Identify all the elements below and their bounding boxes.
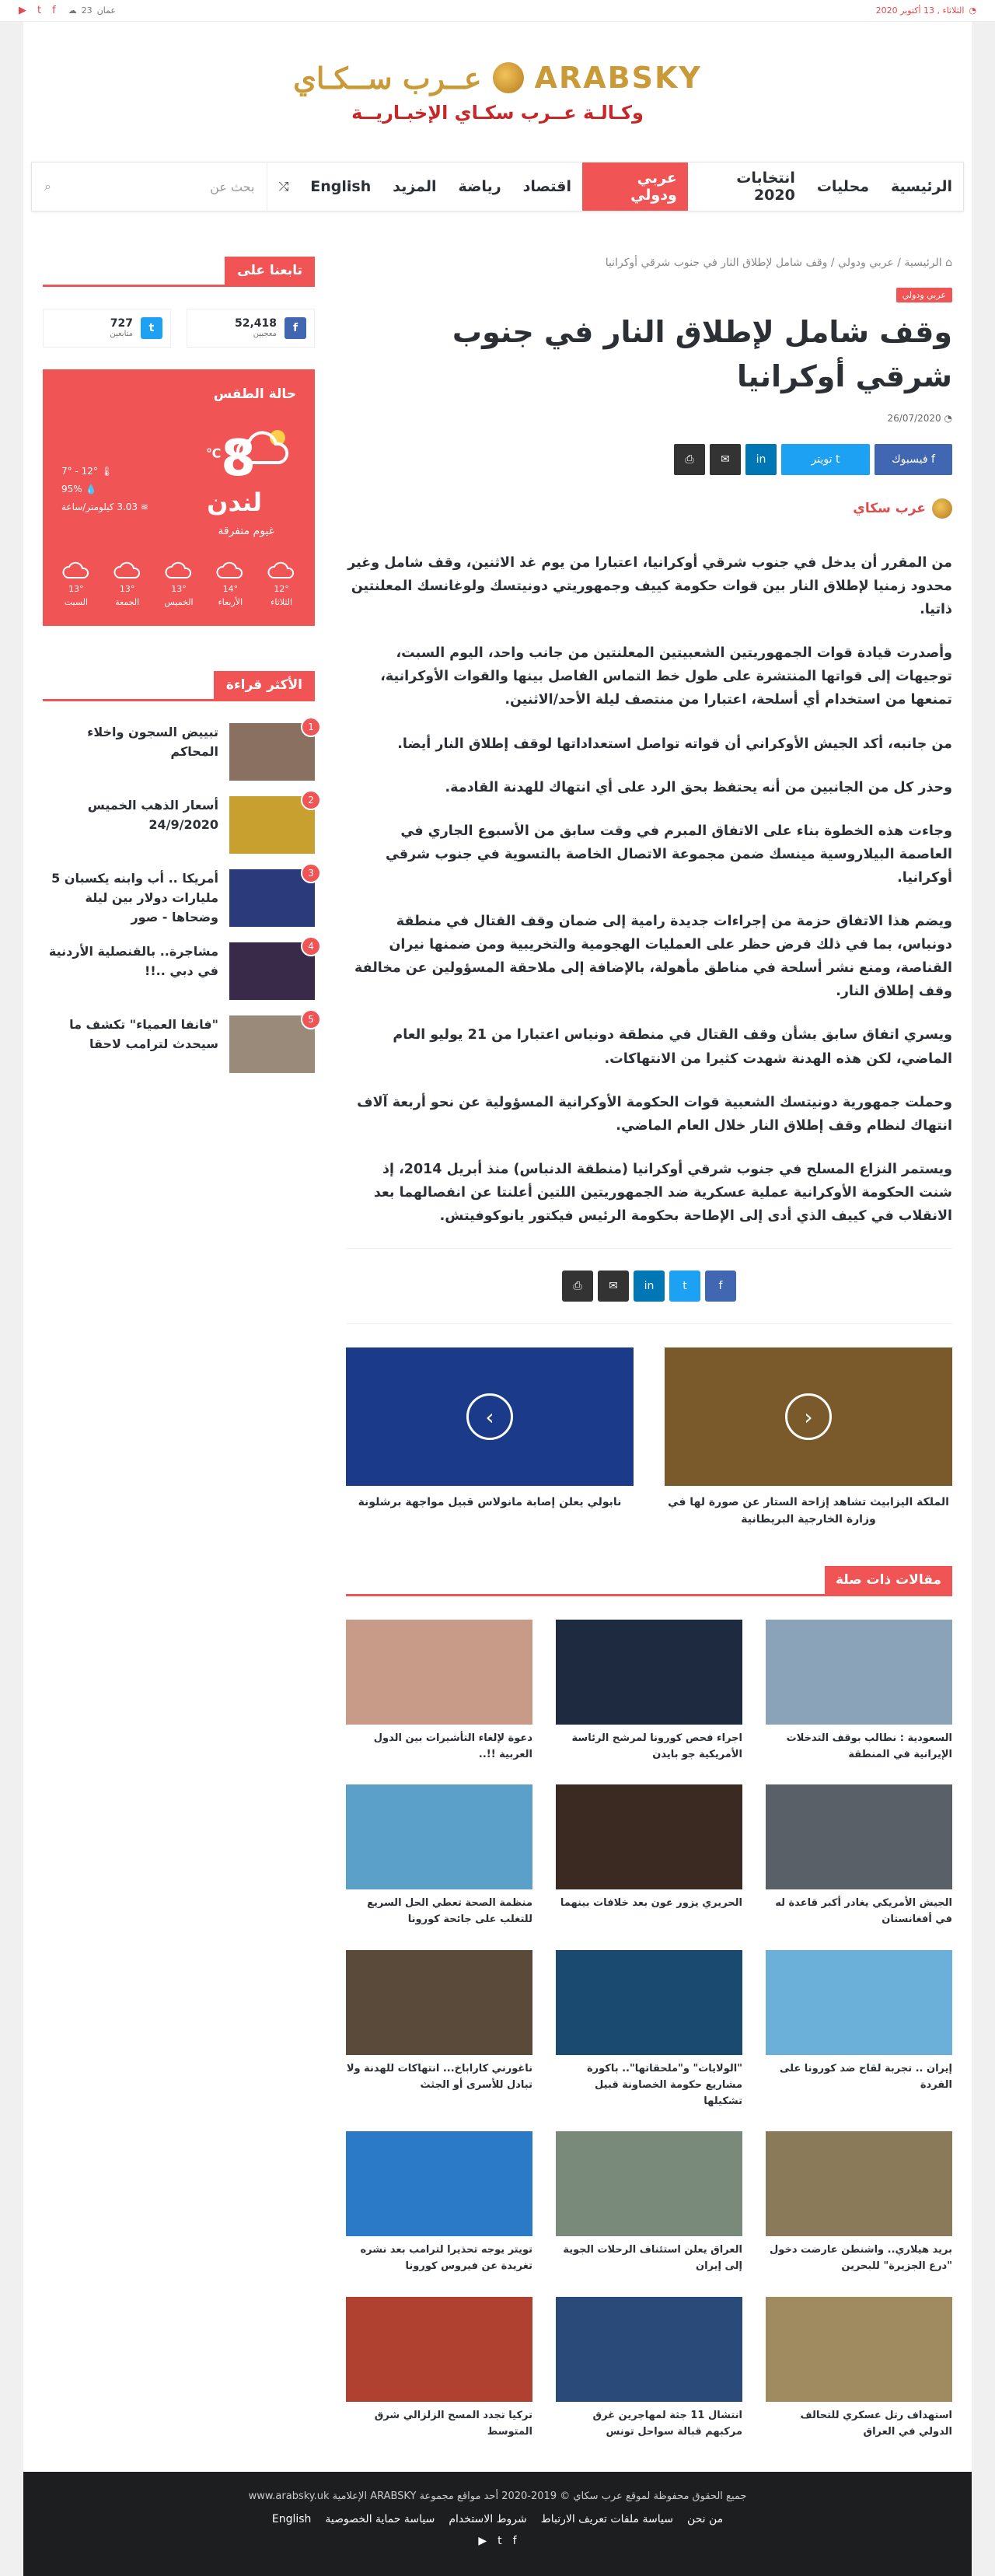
header-weather — [68, 5, 116, 16]
popular-thumbnail — [229, 1015, 315, 1073]
share-facebook-button[interactable]: f فيسبوك — [875, 444, 952, 475]
nav-item[interactable]: عربي ودولي — [582, 163, 688, 211]
share-facebook-button[interactable]: f — [705, 1271, 736, 1302]
popular-item[interactable] — [43, 942, 315, 1000]
article-paragraph: من جانبه، أكد الجيش الأوكراني أن قواته تواصل استعداداتها لوقف إطلاق النار أيضا. — [397, 736, 952, 752]
related-title: اجراء فحص كورونا لمرشح الرئاسة الأمريكية جو بايدن — [571, 1732, 742, 1760]
search-input[interactable] — [32, 163, 267, 211]
related-card[interactable] — [556, 1784, 742, 1928]
footer-links — [23, 2513, 972, 2525]
rank-badge: 4 — [301, 936, 321, 956]
date-display — [876, 5, 976, 16]
related-card[interactable] — [766, 1950, 952, 2109]
forecast-day — [216, 561, 244, 610]
main-nav — [31, 162, 964, 211]
article-paragraph: من المقرر أن يدخل في جنوب شرقي أوكرانيا، اعتبارا من يوم غد الاثنين، وقف شامل وغير محدود زمنيا لإطلاق النار بين قوات حكومة كييف وجمهوريتي دونيتسك ولوغانسك المعلنتين ذاتيا. — [347, 555, 952, 618]
twitter-icon: t — [141, 317, 162, 339]
related-thumbnail — [556, 1950, 742, 2055]
nav-item-more[interactable]: المزيد — [393, 178, 437, 195]
post-thumbnail — [665, 1347, 952, 1486]
related-title: ناغورني كاراباخ... انتهاكات للهدنة ولا تبادل للأسرى أو الجثث — [346, 2063, 532, 2091]
related-title: السعودية : نطالب بوقف التدخلات الإيرانية في المنطقة — [786, 1732, 952, 1760]
nav-item[interactable]: English — [310, 178, 372, 195]
adjacent-post[interactable] — [665, 1347, 952, 1529]
footer-link[interactable]: سياسة ملفات تعريف الارتباط — [540, 2512, 673, 2525]
related-thumbnail — [556, 1784, 742, 1889]
popular-heading: الأكثر قراءة — [43, 671, 315, 701]
weather-city: عمان — [96, 5, 117, 16]
related-thumbnail — [346, 1784, 532, 1889]
related-title: تويتر يوجه تحذيرا لترامب بعد نشره تغريدة عن فيروس كورونا — [360, 2244, 532, 2273]
related-title: بريد هيلاري.. واشنطن عارضت دخول "درع الجزيرة" للبحرين — [770, 2244, 952, 2273]
facebook-icon: f — [285, 317, 306, 339]
article-column — [346, 257, 952, 2441]
nav-item[interactable]: اقتصاد — [522, 178, 571, 195]
related-title: الجيش الأمريكي يغادر أكبر قاعدة له في أفغانستان — [775, 1897, 952, 1926]
top-social-links — [19, 5, 56, 16]
related-card[interactable] — [346, 1784, 532, 1928]
nav-item[interactable]: رياضة — [458, 178, 501, 195]
forecast-temp: 13° — [171, 584, 187, 594]
top-bar — [0, 0, 995, 22]
share-linkedin-button[interactable]: in — [745, 444, 777, 475]
chevron-left-icon[interactable]: ‹ — [785, 1393, 832, 1440]
rank-badge: 5 — [301, 1009, 321, 1029]
rank-badge: 1 — [301, 717, 321, 737]
related-thumbnail — [346, 1620, 532, 1725]
footer-link[interactable]: سياسة حماية الخصوصية — [325, 2512, 435, 2525]
page-container — [23, 22, 972, 2576]
search-icon[interactable]: ⌕ — [44, 179, 51, 194]
facebook-icon[interactable]: f — [52, 5, 56, 16]
category-badge[interactable]: عربي ودولي — [896, 288, 952, 302]
popular-thumbnail — [229, 796, 315, 854]
share-buttons-top — [346, 444, 952, 475]
cloud-icon — [216, 561, 244, 579]
related-title: استهداف رتل عسكري للتحالف الدولي في العراق — [800, 2410, 952, 2438]
related-card[interactable] — [346, 1620, 532, 1763]
facebook-icon[interactable]: f — [512, 2534, 517, 2547]
related-card[interactable] — [766, 1620, 952, 1763]
related-title: إيران .. تجربة لقاح ضد كورونا على القردة — [779, 2063, 952, 2091]
related-card[interactable] — [766, 2297, 952, 2441]
related-title: "الولايات" و"ملحقاتها".. باكورة مشاريع حكومة الخصاونة قبيل تشكيلها — [586, 2063, 742, 2107]
related-card[interactable] — [556, 2131, 742, 2275]
article-body — [346, 551, 952, 1228]
popular-item[interactable] — [43, 723, 315, 781]
clock-icon: ◔ — [941, 413, 952, 424]
post-thumbnail — [346, 1347, 634, 1486]
popular-title: أسعار الذهب الخميس 24/9/2020 — [87, 798, 218, 832]
related-card[interactable] — [556, 1620, 742, 1763]
related-title: انتشال 11 جثة لمهاجرين غرق مركبهم قبالة سواحل تونس — [592, 2410, 742, 2438]
related-title: تركيا تجدد المسح الزلزالي شرق المتوسط — [374, 2410, 532, 2438]
weather-forecast — [43, 561, 315, 610]
author[interactable]: عرب سكاي — [346, 498, 952, 519]
home-icon: ⌂ — [941, 257, 952, 269]
popular-thumbnail — [229, 942, 315, 1000]
forecast-temp: 14° — [222, 584, 239, 594]
logo-arabic: عــرب ســكـاي — [293, 60, 482, 96]
article-paragraph: وحملت جمهورية دونيتسك الشعبية قوات الحكومة الأوكرانية المسؤولية عن نحو أربعة آلاف انتهاك لنظام وقف إطلاق النار خلال العام الماضي. — [357, 1094, 952, 1134]
forecast-day-name: الثلاثاء — [271, 596, 293, 607]
forecast-temp: 13° — [68, 584, 84, 594]
related-thumbnail — [556, 1620, 742, 1725]
footer-link[interactable]: من نحن — [686, 2512, 724, 2525]
twitter-follow[interactable]: t 727 متابعين — [43, 309, 171, 348]
related-grid — [346, 1620, 952, 2441]
forecast-temp: 12° — [274, 584, 289, 594]
next-prev-posts — [346, 1347, 952, 1529]
article-paragraph: ويضم هذا الاتفاق حزمة من إجراءات جديدة رامية إلى ضمان وقف القتال في منطقة دونباس، بما في ذلك فرض حظر على العمليات الهجومية والتخريبية ومن ضمنها نيران القناصة، ومنع نشر أسلحة في مناطق مأهولة، بالإضافة إلى ملاحقة المسؤولين عن مخالفة وقف إطلاق النار. — [354, 914, 952, 1000]
popular-item[interactable] — [43, 1015, 315, 1073]
cloud-icon — [267, 561, 295, 579]
print-button[interactable]: ⎙ — [674, 444, 705, 475]
article-title: وقف شامل لإطلاق النار في جنوب شرقي أوكرانيا — [452, 315, 952, 393]
popular-title: أمريكا .. أب وابنه يكسبان 5 مليارات دولار بين ليلة وضحاها - صور — [51, 871, 218, 924]
post-date: ◔ 26/07/2020 — [887, 413, 952, 424]
forecast-temp: 13° — [119, 584, 135, 594]
cloud-icon — [62, 561, 90, 579]
post-title: نابولي يعلن إصابة مانولاس قبيل مواجهة برشلونة — [358, 1496, 622, 1509]
related-card[interactable] — [556, 2297, 742, 2441]
print-button[interactable]: ⎙ — [562, 1271, 593, 1302]
copyright: جميع الحقوق محفوظة لموقع عرب سكاي © 2019-2020 أحد مواقع مجموعة ARABSKY الإعلامية www.arabsky.uk — [248, 2490, 747, 2502]
forecast-day-name: الجمعة — [115, 596, 140, 607]
footer-link[interactable]: شروط الاستخدام — [449, 2512, 527, 2525]
popular-thumbnail — [229, 723, 315, 781]
rank-badge: 2 — [301, 790, 321, 810]
share-twitter-button[interactable]: t تويتر — [781, 444, 870, 475]
nav-item[interactable]: انتخابات 2020 — [736, 170, 795, 204]
related-title: منظمة الصحة تعطي الحل السريع للتغلب على جائحة كورونا — [367, 1897, 532, 1926]
related-card[interactable] — [556, 1950, 742, 2109]
related-thumbnail — [556, 2131, 742, 2236]
logo-english: ARABSKY — [534, 61, 702, 95]
related-card[interactable] — [766, 1784, 952, 1928]
cloud-icon — [165, 561, 193, 579]
wind-icon: ≋ — [140, 501, 148, 512]
forecast-day — [113, 561, 141, 610]
related-thumbnail — [766, 2131, 952, 2236]
related-thumbnail — [766, 1784, 952, 1889]
nav-item[interactable]: الرئيسية — [891, 178, 952, 195]
article-paragraph: ويسري اتفاق سابق بشأن وقف القتال في منطقة دونباس اعتبارا من 21 يوليو العام الماضي، لكن هذه الهدنة شهدت كثيرا من الانتهاكات. — [393, 1027, 952, 1067]
date-text: الثلاثاء , 13 أكتوبر 2020 — [875, 5, 965, 16]
logo-tagline: وكـالـة عــرب سكـاي الإخبـاريــة — [351, 101, 644, 124]
related-thumbnail — [766, 1620, 952, 1725]
related-card[interactable] — [346, 1950, 532, 2109]
weather-city: لندن — [207, 488, 262, 517]
article-paragraph: وحذر كل من الجانبين من أنه يحتفظ بحق الرد على أي انتهاك للهدنة القادمة. — [445, 779, 952, 795]
nav-item[interactable]: محليات — [816, 178, 870, 195]
logo-emblem-icon — [493, 62, 524, 93]
cloud-icon — [113, 561, 141, 579]
weather-widget — [43, 369, 315, 626]
weather-temp: 23 — [81, 5, 93, 16]
author-avatar — [932, 498, 952, 519]
article-paragraph: وجاءت هذه الخطوة بناء على الاتفاق المبرم في وقت سابق من الأسبوع الجاري في العاصمة البيلاروسية مينسك ضمن مجموعة الاتصال الخاصة بالتسوية في جنوب شرقي أوكرانيا. — [385, 823, 952, 886]
related-thumbnail — [346, 2297, 532, 2402]
facebook-follow[interactable]: f 52,418 معجبين — [187, 309, 315, 348]
related-card[interactable] — [346, 2131, 532, 2275]
related-thumbnail — [556, 2297, 742, 2402]
popular-item[interactable] — [43, 796, 315, 854]
related-thumbnail — [346, 2131, 532, 2236]
humidity-icon: 💧 — [85, 483, 97, 495]
twitter-icon[interactable]: t — [498, 2534, 502, 2547]
forecast-day — [267, 561, 295, 610]
adjacent-post[interactable] — [346, 1347, 634, 1529]
breadcrumb[interactable]: ⌂ الرئيسية / عربي ودولي / وقف شامل لإطلاق النار في جنوب شرقي أوكرانيا — [605, 257, 952, 269]
forecast-day-name: الأربعاء — [218, 596, 243, 607]
related-title: العراق يعلن استئناف الرحلات الجوية إلى إيران — [563, 2244, 742, 2273]
related-thumbnail — [346, 1950, 532, 2055]
chevron-right-icon[interactable]: › — [466, 1393, 513, 1440]
popular-title: تبييض السجون واخلاء المحاكم — [87, 725, 218, 759]
related-title: دعوة لإلغاء التأشيرات بين الدول العربية !!.. — [373, 1732, 532, 1760]
article-paragraph: ويستمر النزاع المسلح في جنوب شرقي أوكرانيا (منطقة الدنباس) منذ أبريل 2014، إذ شنت الحكومة الأوكرانية عملية عسكرية ضد الجمهوريتين اللتين أعلنتا عن انفصالهما بعد الانقلاب في كييف الذي أدى إلى الإطاحة بحكومة الرئيس فيكتور يانوكوفيتش. — [373, 1161, 952, 1224]
twitter-icon[interactable]: t — [37, 5, 42, 16]
rank-badge: 3 — [301, 863, 321, 883]
clock-icon: ◔ — [969, 5, 976, 16]
random-article-icon[interactable]: ⤮ — [278, 179, 289, 194]
forecast-day-name: السبت — [64, 596, 89, 607]
related-card[interactable] — [346, 2297, 532, 2441]
related-thumbnail — [766, 2297, 952, 2402]
weather-stats: 🌡 12° - 7° 💧 95% ≋ 3.03 كيلومتر/ساعة — [61, 466, 148, 512]
related-card[interactable] — [766, 2131, 952, 2275]
footer-link[interactable]: English — [271, 2512, 312, 2525]
weather-temp: 8℃ — [206, 430, 256, 488]
share-email-button[interactable]: ✉ — [598, 1271, 629, 1302]
footer-social — [23, 2535, 972, 2547]
article-paragraph: وأصدرت قيادة قوات الجمهوريتين الشعبيتين المعلنتين من جانب واحد، اليوم السبت، توجيهات إلى قواتها المنتشرة على طول خط التماس الفاصل بينها والقوات الأوكرانية، تمنعها من استخدام أي أسلحة، اعتبارا من منتصف ليلة الأحد/الاثنين. — [380, 645, 952, 708]
forecast-day — [164, 561, 193, 610]
popular-title: "فانفا العمياء" تكشف ما سيحدث لترامب لاحقا — [69, 1017, 218, 1052]
popular-item[interactable] — [43, 869, 315, 927]
share-linkedin-button[interactable]: in — [634, 1271, 665, 1302]
popular-title: مشاجرة.. بالقنصلية الأردنية في دبي ..!! — [48, 944, 218, 979]
related-heading: مقالات ذات صلة — [346, 1566, 952, 1596]
footer — [23, 2472, 972, 2576]
site-logo[interactable] — [23, 22, 972, 162]
weather-desc: غيوم متفرقة — [218, 525, 274, 537]
cloud-sun-icon: ☁ — [68, 5, 77, 16]
sidebar — [43, 257, 315, 2441]
youtube-icon[interactable]: ▶ — [19, 5, 26, 16]
forecast-day-name: الخميس — [164, 596, 194, 607]
share-email-button[interactable]: ✉ — [710, 444, 741, 475]
popular-list — [43, 723, 315, 1073]
related-title: الحريري يزور عون بعد خلافات بينهما — [560, 1897, 742, 1910]
thermometer-icon: 🌡 — [100, 466, 113, 477]
weather-heading: حالة الطقس — [213, 386, 296, 402]
youtube-icon[interactable]: ▶ — [478, 2534, 487, 2547]
forecast-day — [62, 561, 90, 610]
post-title: الملكة اليزابيث تشاهد إزاحة الستار عن صورة لها في وزارة الخارجية البريطانية — [668, 1496, 949, 1526]
follow-heading: تابعنا على — [43, 257, 315, 287]
share-buttons-bottom — [346, 1248, 952, 1324]
related-thumbnail — [766, 1950, 952, 2055]
search-placeholder: بحث عن — [210, 179, 255, 194]
popular-thumbnail — [229, 869, 315, 927]
share-twitter-button[interactable]: t — [669, 1271, 700, 1302]
